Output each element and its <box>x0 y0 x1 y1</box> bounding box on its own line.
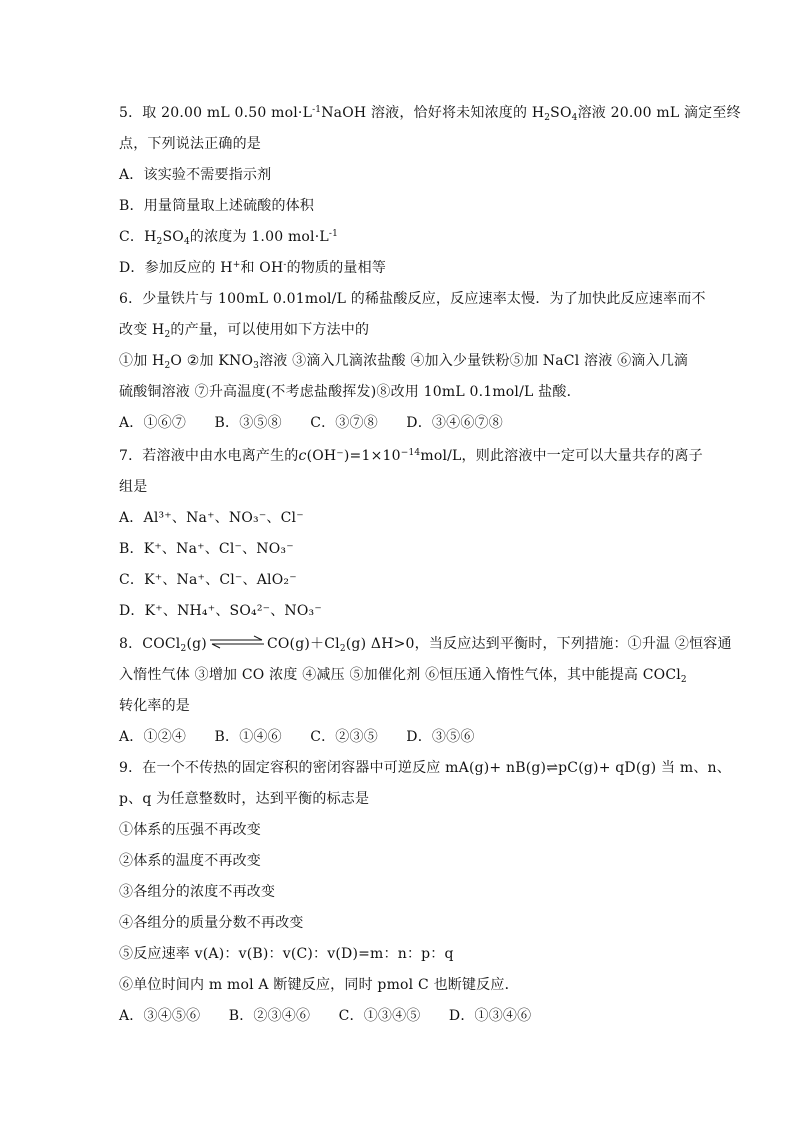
q8-stem-line-3: 转化率的是 <box>119 698 190 714</box>
q6-stem-line-2: 改变 $H_2$的产量，可以使用如下方法中的 <box>119 322 370 340</box>
q9-item-5: ⑤反应速率 v(A)：v(B)：v(C)：v(D)=m：n：p：q <box>119 946 454 962</box>
q5-option-c: C．$H_2SO_4$的浓度为 1.00 $mol\cdot L^{-1}$ <box>119 229 339 247</box>
q9-stem-line-2: p、q 为任意整数时，达到平衡的标志是 <box>119 791 370 807</box>
q9-item-6: ⑥单位时间内 m mol A 断键反应，同时 pmol C 也断键反应． <box>119 977 519 993</box>
q7-stem-line-2: 组是 <box>119 479 148 495</box>
q7-option-c: C．K⁺、Na⁺、Cl⁻、AlO₂⁻ <box>119 572 297 588</box>
q6-choices: A．①⑥⑦ B．③⑤⑧ C．③⑦⑧ D．③④⑥⑦⑧ <box>119 415 503 431</box>
q9-item-2: ②体系的温度不再改变 <box>119 853 261 869</box>
q9-item-1: ①体系的压强不再改变 <box>119 822 261 838</box>
q7-option-a: A．Al³⁺、Na⁺、NO₃⁻、Cl⁻ <box>119 510 304 526</box>
q7-option-d: D．K⁺、NH₄⁺、SO₄²⁻、NO₃⁻ <box>119 603 322 619</box>
q9-choices: A．③④⑤⑥ B．②③④⑥ C．①③④⑤ D．①③④⑥ <box>119 1008 532 1024</box>
q9-stem-line-1: 9．在一个不传热的固定容积的密闭容器中可逆反应 mA(g)+ nB(g)⇌pC(g)+ qD(g) 当 m、n、 <box>119 760 731 776</box>
q5-option-b: B．用量筒量取上述硫酸的体积 <box>119 198 315 214</box>
q5-stem-line-2: 点，下列说法正确的是 <box>119 136 261 152</box>
q7-option-b: B．K⁺、Na⁺、Cl⁻、NO₃⁻ <box>119 541 294 557</box>
equilibrium-arrow-icon <box>208 635 266 649</box>
q7-stem-line-1: 7．若溶液中由水电离产生的$c(OH^-)=1\times 10^{-14}mol/L$，则此溶液中一定可以大量共存的离子 <box>119 448 703 464</box>
q5-option-a: A．该实验不需要指示剂 <box>119 167 272 183</box>
q8-stem-line-1: 8．COCl$_2$(g) $CO(g)+Cl_2(g)$ ΔH>0，当反应达到平衡时，下列措施：①升温 ②恒容通 <box>119 636 732 654</box>
q8-choices: A．①②④ B．①④⑥ C．②③⑤ D．③⑤⑥ <box>119 729 475 745</box>
q5-option-d: D．参加反应的 H+和 OH-的物质的量相等 <box>119 260 387 276</box>
q5-stem-line-1: 5．取 20.00 mL 0.50 $mol\cdot L^{-1}NaOH$ 溶液，恰好将未知浓度的 $H_2SO_4$溶液 20.00 mL 滴定至终 <box>119 105 741 123</box>
q9-item-4: ④各组分的质量分数不再改变 <box>119 915 304 931</box>
q6-stem-line-1: 6．少量铁片与 100mL 0.01mol/L 的稀盐酸反应，反应速率太慢．为了加快此反应速率而不 <box>119 291 706 307</box>
q6-methods-line-1: ①加 $H_2O$ ②加 $KNO_3$溶液 ③滴入几滴浓盐酸 ④加入少量铁粉⑤加 NaCl 溶液 ⑥滴入几滴 <box>119 353 689 371</box>
q8-stem-line-2: 入惰性气体 ③增加 CO 浓度 ④减压 ⑤加催化剂 ⑥恒压通入惰性气体，其中能提高 COCl$_2$ <box>119 667 687 685</box>
q9-item-3: ③各组分的浓度不再改变 <box>119 884 276 900</box>
q6-methods-line-2: 硫酸铜溶液 ⑦升高温度(不考虑盐酸挥发)⑧改用 10mL 0.1mol/L 盐酸． <box>119 384 581 400</box>
